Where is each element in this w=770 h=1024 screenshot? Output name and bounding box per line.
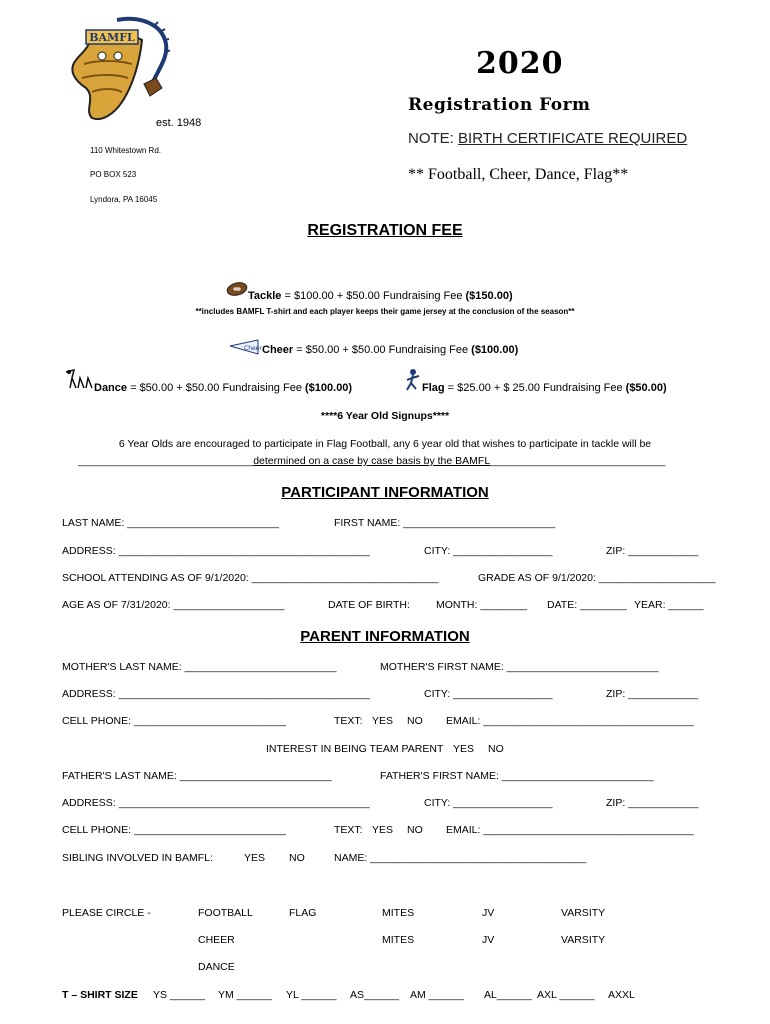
tackle-note: **includes BAMFL T-shirt and each player keeps their game jersey at the conclusion of the season** bbox=[195, 307, 575, 316]
dob-label: DATE OF BIRTH: bbox=[328, 599, 410, 611]
mother-text-label: TEXT: bbox=[334, 715, 363, 727]
tshirt-axl[interactable]: AXL ______ bbox=[537, 989, 595, 1001]
address-line2: PO BOX 523 bbox=[90, 170, 137, 179]
option-dance[interactable]: DANCE bbox=[198, 961, 235, 973]
sports-list: ** Football, Cheer, Dance, Flag** bbox=[408, 166, 629, 183]
tshirt-ym[interactable]: YM ______ bbox=[218, 989, 272, 1001]
dance-icon bbox=[64, 368, 94, 395]
option-cheer[interactable]: CHEER bbox=[198, 934, 235, 946]
age-field[interactable]: AGE AS OF 7/31/2020: ___________________ bbox=[62, 599, 285, 611]
team-parent-yes[interactable]: YES bbox=[453, 743, 475, 755]
cheer-label: Cheer bbox=[262, 344, 294, 356]
address-line3: Lyndora, PA 16045 bbox=[90, 195, 158, 204]
father-first-name-field[interactable]: FATHER'S FIRST NAME: __________________________ bbox=[380, 770, 654, 782]
father-text-label: TEXT: bbox=[334, 824, 363, 836]
six-year-heading: ****6 Year Old Signups**** bbox=[320, 410, 450, 422]
six-year-line1: 6 Year Olds are encouraged to participate in Flag Football, any 6 year old that wishes to participate in tackle will be bbox=[118, 438, 652, 450]
mother-city-field[interactable]: CITY: _________________ bbox=[424, 688, 553, 700]
option-flag[interactable]: FLAG bbox=[289, 907, 317, 919]
option-football[interactable]: FOOTBALL bbox=[198, 907, 253, 919]
team-parent-label: INTEREST IN BEING TEAM PARENT bbox=[266, 743, 444, 755]
father-address-field[interactable]: ADDRESS: ___________________________________________ bbox=[62, 797, 370, 809]
logo-text: BAMFL bbox=[89, 31, 135, 44]
football-icon bbox=[226, 281, 248, 302]
dance-label: Dance bbox=[94, 382, 128, 394]
flag-label: Flag bbox=[422, 382, 445, 394]
option-cheer-mites[interactable]: MITES bbox=[382, 934, 415, 946]
tackle-label: Tackle bbox=[248, 290, 282, 302]
option-football-jv[interactable]: JV bbox=[482, 907, 495, 919]
mother-text-no[interactable]: NO bbox=[407, 715, 423, 727]
participant-zip-field[interactable]: ZIP: ____________ bbox=[606, 545, 699, 557]
flag-text: = $25.00 + $ 25.00 Fundraising Fee bbox=[444, 382, 626, 394]
father-cell-field[interactable]: CELL PHONE: __________________________ bbox=[62, 824, 286, 836]
tshirt-yl[interactable]: YL ______ bbox=[286, 989, 337, 1001]
mother-zip-field[interactable]: ZIP: ____________ bbox=[606, 688, 699, 700]
six-year-line2-pre: ______________________________ bbox=[78, 455, 254, 467]
dob-year-field[interactable]: YEAR: ______ bbox=[634, 599, 704, 611]
dance-total: ($100.00) bbox=[305, 382, 353, 394]
six-year-line2 bbox=[78, 455, 665, 467]
participant-heading: PARTICIPANT INFORMATION bbox=[281, 484, 489, 501]
father-last-name-field[interactable]: FATHER'S LAST NAME: __________________________ bbox=[62, 770, 332, 782]
flag-fee bbox=[422, 382, 667, 394]
tshirt-axxl[interactable]: AXXL bbox=[608, 989, 635, 1001]
six-year-line2-text: determined on a case by case basis by the BAMFL bbox=[253, 455, 491, 467]
sibling-yes[interactable]: YES bbox=[244, 852, 266, 864]
dob-date-field[interactable]: DATE: ________ bbox=[547, 599, 627, 611]
sibling-name-field[interactable]: NAME: _____________________________________ bbox=[334, 852, 587, 864]
participant-city-field[interactable]: CITY: _________________ bbox=[424, 545, 553, 557]
bamfl-logo bbox=[62, 14, 172, 126]
mother-text-yes[interactable]: YES bbox=[372, 715, 394, 727]
cheer-text: = $50.00 + $50.00 Fundraising Fee bbox=[293, 344, 472, 356]
cheer-fee bbox=[262, 344, 518, 356]
flag-player-icon bbox=[404, 368, 422, 397]
tackle-fee bbox=[248, 290, 513, 302]
cheer-total: ($100.00) bbox=[471, 344, 519, 356]
option-football-varsity[interactable]: VARSITY bbox=[561, 907, 606, 919]
father-text-yes[interactable]: YES bbox=[372, 824, 394, 836]
dob-month-field[interactable]: MONTH: ________ bbox=[436, 599, 528, 611]
mother-cell-field[interactable]: CELL PHONE: __________________________ bbox=[62, 715, 286, 727]
mother-address-field[interactable]: ADDRESS: ___________________________________________ bbox=[62, 688, 370, 700]
form-title: Registration Form bbox=[408, 95, 591, 115]
school-field[interactable]: SCHOOL ATTENDING AS OF 9/1/2020: ________________________________ bbox=[62, 572, 439, 584]
mother-first-name-field[interactable]: MOTHER'S FIRST NAME: __________________________ bbox=[380, 661, 659, 673]
tshirt-am[interactable]: AM ______ bbox=[410, 989, 464, 1001]
option-football-mites[interactable]: MITES bbox=[382, 907, 415, 919]
dance-fee bbox=[94, 382, 352, 394]
cheer-megaphone-icon bbox=[228, 338, 262, 361]
sibling-label: SIBLING INVOLVED IN BAMFL: bbox=[62, 852, 213, 864]
father-email-field[interactable]: EMAIL: ____________________________________ bbox=[446, 824, 694, 836]
note-text: BIRTH CERTIFICATE REQUIRED bbox=[458, 130, 688, 147]
six-year-line2-post: ______________________________ bbox=[490, 455, 666, 467]
form-year: 2020 bbox=[476, 46, 564, 81]
grade-field[interactable]: GRADE AS OF 9/1/2020: ____________________ bbox=[478, 572, 716, 584]
established: est. 1948 bbox=[156, 117, 202, 129]
participant-last-name-field[interactable]: LAST NAME: __________________________ bbox=[62, 517, 279, 529]
address-line1: 110 Whitestown Rd. bbox=[90, 146, 161, 155]
father-zip-field[interactable]: ZIP: ____________ bbox=[606, 797, 699, 809]
participant-address-field[interactable]: ADDRESS: ___________________________________________ bbox=[62, 545, 370, 557]
note-prefix: NOTE: bbox=[408, 130, 459, 147]
note bbox=[408, 130, 687, 147]
option-cheer-varsity[interactable]: VARSITY bbox=[561, 934, 606, 946]
father-city-field[interactable]: CITY: _________________ bbox=[424, 797, 553, 809]
tackle-total: ($150.00) bbox=[465, 290, 513, 302]
tackle-text: = $100.00 + $50.00 Fundraising Fee bbox=[281, 290, 466, 302]
fees-heading: REGISTRATION FEE bbox=[307, 222, 463, 239]
sibling-no[interactable]: NO bbox=[289, 852, 305, 864]
circle-label: PLEASE CIRCLE - bbox=[62, 907, 151, 919]
team-parent-no[interactable]: NO bbox=[488, 743, 504, 755]
tshirt-as[interactable]: AS______ bbox=[350, 989, 400, 1001]
father-text-no[interactable]: NO bbox=[407, 824, 423, 836]
participant-first-name-field[interactable]: FIRST NAME: __________________________ bbox=[334, 517, 556, 529]
tshirt-al[interactable]: AL______ bbox=[484, 989, 532, 1001]
tshirt-label: T – SHIRT SIZE bbox=[62, 989, 138, 1001]
tshirt-ys[interactable]: YS ______ bbox=[153, 989, 205, 1001]
option-cheer-jv[interactable]: JV bbox=[482, 934, 495, 946]
svg-text:Cheer: Cheer bbox=[244, 345, 262, 352]
dance-text: = $50.00 + $50.00 Fundraising Fee bbox=[127, 382, 305, 394]
mother-email-field[interactable]: EMAIL: ____________________________________ bbox=[446, 715, 694, 727]
mother-last-name-field[interactable]: MOTHER'S LAST NAME: __________________________ bbox=[62, 661, 337, 673]
parent-heading: PARENT INFORMATION bbox=[300, 628, 470, 645]
flag-total: ($50.00) bbox=[625, 382, 667, 394]
